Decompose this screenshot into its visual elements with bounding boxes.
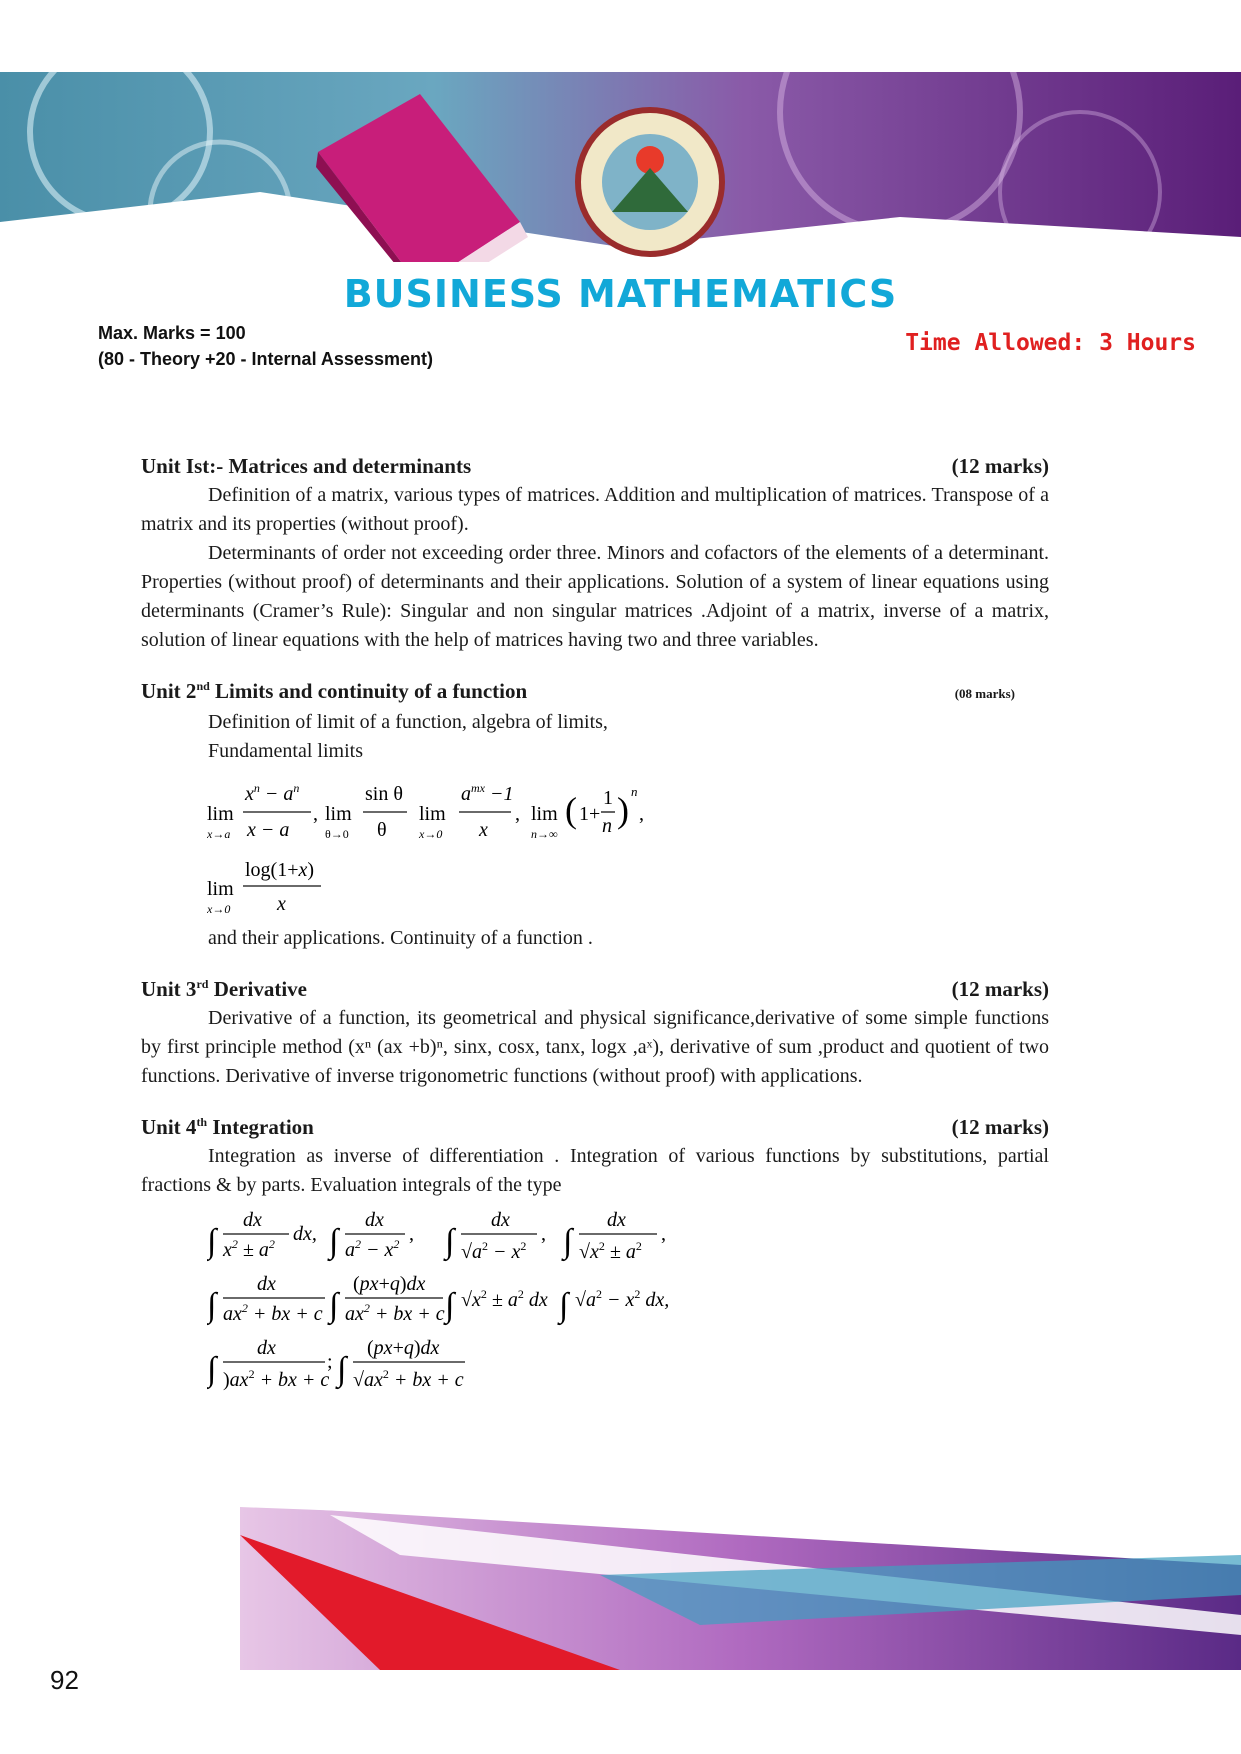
svg-text:ax2 + bx + c: $ax^2$ + bx + c: [223, 1301, 323, 1325]
svg-text:;: ;: [327, 1351, 333, 1373]
svg-text:√a2 − x2 dx,: $√a^2 - x^2$ dx,: [575, 1287, 670, 1311]
svg-text:√a2 − x2: $√a^2 - x^2$: [461, 1239, 527, 1263]
max-marks-block: [98, 320, 433, 372]
svg-text:dx: dx: [257, 1337, 276, 1359]
svg-text:x: x: [277, 893, 286, 915]
svg-text:n→∞: n→∞: [531, 827, 558, 841]
unit-heading: [141, 452, 1049, 481]
svg-text:∫: ∫: [563, 1223, 573, 1260]
unit-marks: (08 marks): [954, 686, 1015, 701]
svg-text:n: n: [631, 784, 638, 799]
page-title: BUSINESS MATHEMATICS: [343, 272, 898, 316]
unit-title-text: Integration: [207, 1115, 314, 1139]
unit-paragraph: Determinants of order not exceeding order three. Minors and cofactors of the elements of a determinant. Properties (without proof) of determinants and their applications. Solution of a system of linear equations using determinants (Cramer’s Rule): Singular and non singular matrices .Adjoint of a matrix, inverse of a matrix, solution of linear equations with the help of matrices having two and three variables.: [141, 542, 1049, 651]
unit-title: [141, 672, 527, 706]
svg-text:∫: ∫: [329, 1287, 339, 1324]
syllabus-content: [141, 452, 1049, 1421]
unit-title: Unit Ist:- Matrices and determinants: [141, 454, 472, 478]
svg-text:sin θ: sin θ: [365, 783, 403, 805]
banner-artwork: [0, 72, 1241, 262]
footer-artwork: [0, 1495, 1241, 1670]
unit-paragraph: Derivative of a function, its geometrical and physical significance,derivative of some simple functions by first principle method (xⁿ (ax +b)ⁿ, sinx, cosx, tanx, logx ,aˣ), derivative of sum ,product and quotient of two functions. Derivative of inverse trigonometric functions (without proof) with applications.: [141, 1007, 1049, 1087]
unit-heading: [141, 1108, 1049, 1142]
svg-text:(: (: [565, 790, 577, 830]
svg-text:dx: dx: [491, 1209, 510, 1231]
max-marks: Max. Marks = 100: [98, 323, 246, 343]
unit-line: Fundamental limits: [208, 740, 363, 762]
unit-title-suffix: th: [196, 1115, 208, 1129]
limits-formula: [207, 770, 727, 920]
svg-text:∫: ∫: [329, 1223, 339, 1260]
unit-3: [141, 970, 1049, 1091]
unit-4: [141, 1108, 1049, 1404]
svg-text:,: ,: [409, 1223, 414, 1245]
time-allowed: Time Allowed: 3 Hours: [905, 330, 1196, 356]
board-seal-icon: [578, 110, 722, 254]
svg-text:log(1+x): log(1+x): [245, 859, 315, 881]
unit-line: and their applications. Continuity of a function .: [208, 927, 593, 949]
svg-text:,: ,: [515, 803, 520, 825]
unit-title-number: Unit 2: [141, 679, 197, 703]
unit-title-suffix: rd: [196, 977, 209, 991]
header-banner: [0, 72, 1241, 262]
svg-text:lim: lim: [419, 803, 446, 825]
unit-title: [141, 970, 307, 1004]
svg-text:∫: ∫: [445, 1287, 455, 1324]
svg-text:,: ,: [313, 803, 318, 825]
unit-2: [141, 672, 1049, 953]
unit-marks: (12 marks): [951, 977, 1049, 1001]
svg-text:dx: dx: [365, 1209, 384, 1231]
svg-text:1: 1: [603, 787, 613, 809]
unit-paragraph: Definition of a matrix, various types of matrices. Addition and multiplication of matrices. Transpose of a matrix and its properties (without proof).: [141, 484, 1049, 535]
unit-heading: [141, 970, 1049, 1004]
svg-text:,: ,: [541, 1223, 546, 1245]
svg-text:x→0: x→0: [419, 827, 443, 841]
unit-line: Definition of limit of a function, algebra of limits,: [208, 711, 608, 733]
svg-text:lim: lim: [207, 878, 234, 900]
svg-text:∫: ∫: [207, 1223, 217, 1260]
page-number: 92: [50, 1665, 79, 1695]
svg-text:θ→0: θ→0: [325, 827, 349, 841]
svg-text:amx −1: $a^{mx} -1$: [461, 781, 514, 805]
svg-text:∫: ∫: [337, 1351, 347, 1388]
svg-text:): ): [617, 790, 629, 830]
svg-text:dx: dx: [257, 1273, 276, 1295]
unit-paragraph: Integration as inverse of differentiation . Integration of various functions by substitutions, partial fractions & by parts. Evaluation integrals of the type: [141, 1145, 1049, 1196]
unit-marks: (12 marks): [951, 454, 1049, 478]
integrals-formula: [207, 1204, 767, 1404]
svg-text:∫: ∫: [445, 1223, 455, 1260]
svg-text:√x2 ± a2: $√x^2 \pm a^2$: [579, 1239, 642, 1263]
svg-text:a2 − x2: $a^2 - x^2$: [345, 1237, 400, 1261]
marks-split: (80 - Theory +20 - Internal Assessment): [98, 349, 433, 369]
svg-text:x→0: x→0: [207, 902, 231, 916]
svg-text:ax2 + bx + c: $ax^2$ + bx + c: [345, 1301, 445, 1325]
unit-marks: (12 marks): [951, 1115, 1049, 1139]
svg-text:lim: lim: [325, 803, 352, 825]
unit-heading: [141, 672, 1049, 708]
svg-text:x→a: x→a: [207, 827, 231, 841]
svg-text:dx,: dx,: [293, 1223, 317, 1245]
unit-title-number: Unit 4: [141, 1115, 197, 1139]
svg-text:xn − an: $x^n - a^n$: [245, 781, 300, 805]
svg-text:,: ,: [661, 1223, 666, 1245]
svg-text:n: n: [602, 815, 612, 837]
svg-text:dx: dx: [607, 1209, 626, 1231]
unit-title-suffix: nd: [196, 679, 210, 693]
svg-text:∫: ∫: [207, 1351, 217, 1388]
unit-title: [141, 1108, 314, 1142]
unit-title-text: Derivative: [208, 977, 307, 1001]
svg-text:√x2 ± a2 dx: $√x^2 \pm a^2$ dx: [461, 1287, 548, 1311]
unit-title-text: Limits and continuity of a function: [209, 679, 528, 703]
svg-text:lim: lim: [207, 803, 234, 825]
svg-text:x2 ± a2: $x^2 \pm a^2$: [223, 1237, 275, 1261]
svg-text:(px+q)dx: (px+q)dx: [353, 1273, 426, 1295]
footer-banner: [0, 1495, 1241, 1670]
svg-text:x − a: x − a: [247, 819, 290, 841]
svg-text:dx: dx: [243, 1209, 262, 1231]
unit-1: [141, 452, 1049, 655]
unit-title-number: Unit 3: [141, 977, 197, 1001]
svg-text:lim: lim: [531, 803, 558, 825]
svg-text:∫: ∫: [207, 1287, 217, 1324]
svg-text:x: x: [479, 819, 488, 841]
svg-text:,: ,: [639, 803, 644, 825]
svg-text:√ax2 + bx + c: $√ax^2$ + bx + c: [353, 1367, 464, 1391]
svg-text:θ: θ: [377, 819, 387, 841]
svg-text:∫: ∫: [559, 1287, 569, 1324]
svg-text:(px+q)dx: (px+q)dx: [367, 1337, 440, 1359]
svg-text:1+: 1+: [579, 803, 601, 825]
svg-text:)ax2 + bx + c: )$ax^2$ + bx + c: [223, 1367, 330, 1391]
